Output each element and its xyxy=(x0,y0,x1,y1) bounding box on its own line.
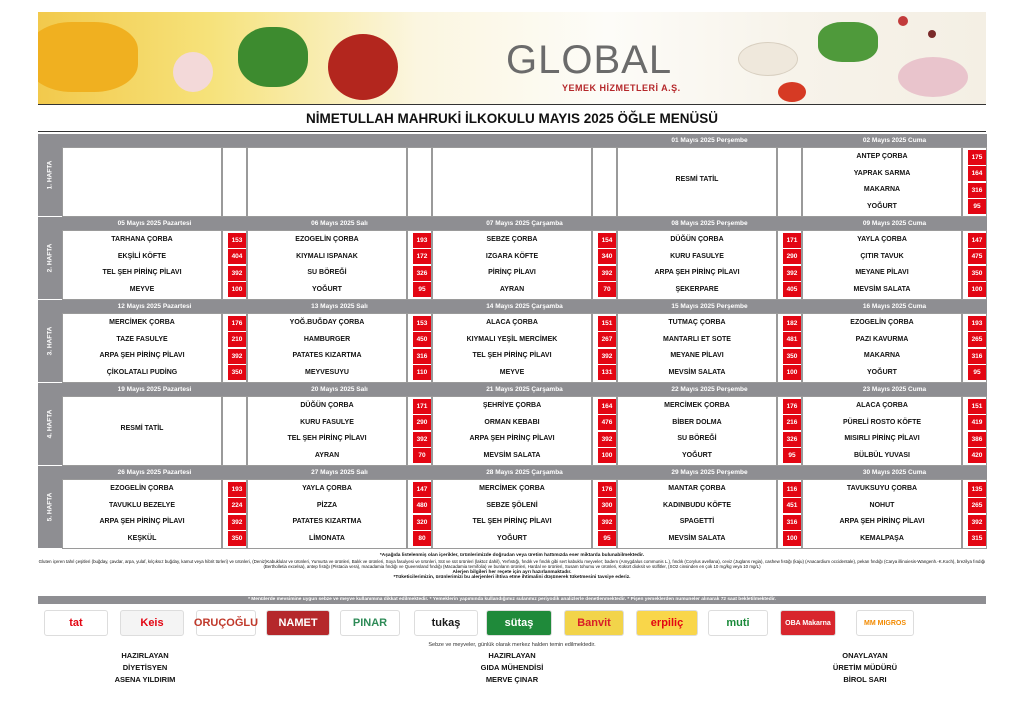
menu-item: MAKARNA xyxy=(863,186,901,193)
menu-item: EZOGELİN ÇORBA xyxy=(295,236,359,243)
menu-item: ŞEHRİYE ÇORBA xyxy=(482,402,542,409)
notes-line-2: Gluten içeren tahıl çeşitleri (buğday, çavdar, arpa, yulaf, kılçıksız buğday, kamut veya hibrit türleri) ve ürünleri, (Deniz)Kabuklular ve ürünleri, Yumurta ve ürünleri, Balık ve ürünleri, Soya fasulyesi ve ürünleri, Süt ve süt ürünleri (laktoz dahil), Yerfıstığı, fındık ve fındık gibi sert kabuklu meyveler; badem (Amygdalus communis L.), fındık (Corylus avellana), ceviz (Juglans regia), cashew fıstığı (kaju) (Anacardium occidentale), pekan fındığı (Carya illinoiesis-Wangenh.-K.Koch), brezilya fındığı (Bertholletia excelsa), antep fıstığı (Pistacia vera), macadamia fındığı ve Queensland fındığı (Macadamia ternifolia) ve bunların ürünleri, Hardal ve ürünleri, Susam tohumu ve ürünleri, Kükürt dioksit ve sülfitler, (SO2 cinsinden en çok 10 mg/kg veya 10 mg/L) xyxy=(38,558,986,570)
brand-logo xyxy=(120,610,184,636)
brand-name: tukaş xyxy=(431,617,461,629)
kcal-badge: 475 xyxy=(968,249,986,264)
menu-item: ARPA ŞEH PİRİNÇ PİLAVI xyxy=(839,518,925,525)
signature-engineer xyxy=(440,650,584,686)
info-bar: * Menülerde mevsimine uygun sebze ve meyve kullanımına dikkat edilmektedir. * Yemeklerin yapımında kullandığımız sulanmız periyodik analizlerle denetlenmektedir. * Pişen yemeklerden numuneler alınarak 72 saat bekletilmektedir. xyxy=(38,596,986,604)
signature-person: BİROL SARI xyxy=(843,675,887,684)
menu-item: TEL ŞEH PİRİNÇ PİLAVI xyxy=(287,435,367,442)
menu-item: PÜRELİ ROSTO KÖFTE xyxy=(842,418,922,426)
brand-name: MM MIGROS xyxy=(864,619,906,627)
menu-item: SPAGETTİ xyxy=(679,518,715,525)
kcal-badge: 176 xyxy=(228,316,246,331)
week-tab xyxy=(38,217,62,300)
notes-line-1: *Aşağıda listelenmiş olan içerikler, ürünlerimizde doğrudan veya üretim hattımızda eser miktarda bulunabilmektedir. xyxy=(379,553,645,558)
kcal-badge: 164 xyxy=(598,399,616,414)
notes-line-3: Alerjen bilgileri her reçete için ayrı hazırlanmaktadır. xyxy=(452,569,572,575)
menu-item: MANTARLI ET SOTE xyxy=(663,335,731,343)
kcal-badge: 100 xyxy=(783,531,801,546)
brand-name: ORUÇOĞLU xyxy=(193,617,259,629)
kcal-badge: 95 xyxy=(598,531,616,546)
menu-item: DÜĞÜN ÇORBA xyxy=(300,402,354,409)
signature-title: ÜRETİM MÜDÜRÜ xyxy=(832,663,898,672)
day-header: 22 Mayıs 2025 Perşembe xyxy=(617,383,802,396)
week-label: 1. HAFTA xyxy=(46,160,54,190)
kcal-badge: 70 xyxy=(598,282,616,297)
day-header: 13 Mayıs 2025 Salı xyxy=(247,300,432,313)
kcal-cell xyxy=(222,396,247,466)
kcal-badge: 95 xyxy=(783,448,801,463)
kcal-badge: 151 xyxy=(598,316,616,331)
brand-name: OBA Makarna xyxy=(785,619,831,627)
menu-item: MEYVESUYU xyxy=(305,368,349,376)
menu-item: MEYVE xyxy=(499,368,525,376)
kcal-badge: 320 xyxy=(413,515,431,530)
kcal-badge: 404 xyxy=(228,249,246,264)
menu-item: MAKARNA xyxy=(863,352,901,359)
menu-item: PİRİNÇ PİLAVI xyxy=(488,269,536,276)
sebze-note: Sebze ve meyveler, günlük olarak merkez halden temin edilmektedir. xyxy=(428,642,596,648)
signature-person: MERVE ÇINAR xyxy=(485,675,539,684)
day-header: 01 Mayıs 2025 Perşembe xyxy=(617,134,802,147)
menu-item: MANTAR ÇORBA xyxy=(668,485,726,492)
brand-logo xyxy=(856,610,914,636)
parsley-image xyxy=(238,27,308,87)
kcal-badge: 326 xyxy=(413,266,431,281)
kcal-badge: 95 xyxy=(413,282,431,297)
menu-item: KEMALPAŞA xyxy=(860,534,904,542)
day-header: 20 Mayıs 2025 Salı xyxy=(247,383,432,396)
kcal-badge: 392 xyxy=(228,266,246,281)
kcal-badge: 392 xyxy=(968,515,986,530)
kcal-badge: 147 xyxy=(968,233,986,248)
day-header: 12 Mayıs 2025 Pazartesi xyxy=(62,300,247,313)
brand-name: Keis xyxy=(140,617,164,629)
kcal-badge: 100 xyxy=(228,282,246,297)
signature-person: ASENA YILDIRIM xyxy=(114,675,176,684)
signature-role: HAZIRLAYAN xyxy=(488,651,536,660)
menu-item: YAYLA ÇORBA xyxy=(302,485,352,492)
kcal-badge: 476 xyxy=(598,415,616,430)
kcal-badge: 171 xyxy=(413,399,431,414)
kcal-badge: 392 xyxy=(598,432,616,447)
menu-item: AYRAN xyxy=(314,451,340,459)
day-header: 28 Mayıs 2025 Çarşamba xyxy=(432,466,617,479)
menu-item: ALACA ÇORBA xyxy=(856,402,908,409)
day-header xyxy=(247,134,432,147)
kcal-badge: 481 xyxy=(783,332,801,347)
kcal-badge: 392 xyxy=(783,266,801,281)
menu-item: MEYANE PİLAVI xyxy=(855,269,909,276)
menu-item: AYRAN xyxy=(499,285,525,293)
menu-item: NOHUT xyxy=(869,501,895,509)
day-header: 05 Mayıs 2025 Pazartesi xyxy=(62,217,247,230)
menu-item: DÜĞÜN ÇORBA xyxy=(670,236,724,243)
brand-name: PINAR xyxy=(352,617,388,629)
kcal-badge: 290 xyxy=(413,415,431,430)
kcal-badge: 340 xyxy=(598,249,616,264)
garlic-large-image xyxy=(898,57,968,97)
menu-item: MEVSİM SALATA xyxy=(668,368,726,376)
kcal-badge: 95 xyxy=(968,365,986,380)
kcal-badge: 80 xyxy=(413,531,431,546)
menu-item: MEVSİM SALATA xyxy=(668,534,726,542)
menu-item: ALACA ÇORBA xyxy=(486,319,538,326)
kcal-badge: 153 xyxy=(413,316,431,331)
peppercorn-image xyxy=(928,30,936,38)
peppercorn-image xyxy=(898,16,908,26)
kcal-badge: 386 xyxy=(968,432,986,447)
kcal-cell xyxy=(222,147,247,217)
kcal-badge: 172 xyxy=(413,249,431,264)
menu-item: MEVSİM SALATA xyxy=(483,451,541,459)
menu-item: MERCİMEK ÇORBA xyxy=(109,319,175,326)
logo-sub-text: YEMEK HİZMETLERİ A.Ş. xyxy=(562,83,681,93)
signature-title: GIDA MÜHENDİSİ xyxy=(480,663,544,672)
kcal-badge: 290 xyxy=(783,249,801,264)
brand-logo xyxy=(340,610,400,636)
brand-logo xyxy=(266,610,330,636)
menu-item: YOĞURT xyxy=(867,202,897,210)
day-header: 09 Mayıs 2025 Cuma xyxy=(802,217,987,230)
kcal-badge: 100 xyxy=(598,448,616,463)
menu-item: HAMBURGER xyxy=(303,335,351,343)
allergen-notes xyxy=(38,553,986,581)
day-header: 27 Mayıs 2025 Salı xyxy=(247,466,432,479)
mushroom-image xyxy=(738,42,798,76)
kcal-badge: 154 xyxy=(598,233,616,248)
menu-item: MEVSİM SALATA xyxy=(853,285,911,293)
kcal-badge: 193 xyxy=(413,233,431,248)
day-header: 19 Mayıs 2025 Pazartesi xyxy=(62,383,247,396)
brand-logo xyxy=(636,610,698,636)
kcal-badge: 420 xyxy=(968,448,986,463)
brand-logo xyxy=(780,610,836,636)
kcal-badge: 70 xyxy=(413,448,431,463)
menu-item: BİBER DOLMA xyxy=(672,418,722,426)
brand-name: Banvit xyxy=(577,617,611,629)
day-header: 29 Mayıs 2025 Perşembe xyxy=(617,466,802,479)
brand-name: NAMET xyxy=(278,617,318,629)
menu-item: MERCİMEK ÇORBA xyxy=(664,402,730,409)
kcal-badge: 175 xyxy=(968,150,986,165)
global-logo xyxy=(506,38,706,98)
kcal-badge: 164 xyxy=(968,166,986,181)
kcal-badge: 131 xyxy=(598,365,616,380)
kcal-badge: 450 xyxy=(413,332,431,347)
kcal-badge: 151 xyxy=(968,399,986,414)
menu-item: PATATES KIZARTMA xyxy=(292,352,362,359)
menu-item: LİMONATA xyxy=(309,534,345,542)
day-cell xyxy=(432,147,592,217)
kcal-badge: 451 xyxy=(783,498,801,513)
kcal-badge: 153 xyxy=(228,233,246,248)
kcal-badge: 392 xyxy=(598,349,616,364)
brand-logo xyxy=(486,610,552,636)
kcal-badge: 350 xyxy=(228,365,246,380)
menu-item: SU BÖREĞİ xyxy=(307,269,347,276)
kcal-badge: 176 xyxy=(783,399,801,414)
menu-item: ÇİKOLATALI PUDİNG xyxy=(106,368,178,376)
menu-item: YOĞURT xyxy=(497,534,527,542)
menu-item: KEŞKÜL xyxy=(127,534,157,542)
header-banner xyxy=(38,12,986,104)
kcal-badge: 265 xyxy=(968,332,986,347)
day-cell xyxy=(62,147,222,217)
menu-item: KIYMALI ISPANAK xyxy=(296,252,358,260)
kcal-badge: 95 xyxy=(968,199,986,214)
arugula-image xyxy=(818,22,878,62)
menu-item: BÜLBÜL YUVASI xyxy=(853,451,910,459)
holiday-label: RESMİ TATİL xyxy=(120,424,164,432)
kcal-badge: 316 xyxy=(783,515,801,530)
menu-item: TAZE FASULYE xyxy=(116,335,168,343)
brand-logo xyxy=(193,610,259,636)
week-tab xyxy=(38,466,62,549)
pepper-image xyxy=(38,22,138,92)
brand-name: erpiliç xyxy=(650,617,684,629)
menu-item: ARPA ŞEH PİRİNÇ PİLAVI xyxy=(469,435,555,442)
day-header: 15 Mayıs 2025 Perşembe xyxy=(617,300,802,313)
week-tab xyxy=(38,134,62,217)
kcal-badge: 392 xyxy=(598,515,616,530)
kcal-badge: 316 xyxy=(968,349,986,364)
kcal-badge: 300 xyxy=(598,498,616,513)
menu-item: YOĞURT xyxy=(312,285,342,293)
brand-logo xyxy=(564,610,624,636)
day-header xyxy=(62,134,247,147)
day-header: 07 Mayıs 2025 Çarşamba xyxy=(432,217,617,230)
day-header: 08 Mayıs 2025 Perşembe xyxy=(617,217,802,230)
kcal-badge: 193 xyxy=(228,482,246,497)
menu-item: TUTMAÇ ÇORBA xyxy=(668,319,726,326)
day-header: 16 Mayıs 2025 Cuma xyxy=(802,300,987,313)
kcal-badge: 392 xyxy=(598,266,616,281)
kcal-badge: 171 xyxy=(783,233,801,248)
kcal-badge: 100 xyxy=(968,282,986,297)
signature-manager xyxy=(800,650,930,686)
week-label: 3. HAFTA xyxy=(46,326,54,356)
menu-item: KURU FASULYE xyxy=(300,418,354,426)
tomato-small-image xyxy=(778,82,806,102)
kcal-badge: 147 xyxy=(413,482,431,497)
menu-item: PAZI KAVURMA xyxy=(855,335,909,343)
kcal-badge: 392 xyxy=(228,515,246,530)
tomato-image xyxy=(328,34,398,100)
page-title: NİMETULLAH MAHRUKİ İLKOKULU MAYIS 2025 ÖĞLE MENÜSÜ xyxy=(38,104,986,132)
menu-item: TAVUKSUYU ÇORBA xyxy=(846,485,918,492)
menu-item: MEYANE PİLAVI xyxy=(670,352,724,359)
day-header: 14 Mayıs 2025 Çarşamba xyxy=(432,300,617,313)
day-header xyxy=(432,134,617,147)
brand-name: sütaş xyxy=(504,617,534,629)
brand-logo xyxy=(414,610,478,636)
kcal-badge: 316 xyxy=(968,183,986,198)
menu-item: KURU FASULYE xyxy=(670,252,724,260)
signature-dietitian xyxy=(80,650,210,686)
kcal-cell xyxy=(777,147,802,217)
menu-item: TAVUKLU BEZELYE xyxy=(109,501,175,509)
menu-item: ARPA ŞEH PİRİNÇ PİLAVI xyxy=(99,352,185,359)
day-header: 21 Mayıs 2025 Çarşamba xyxy=(432,383,617,396)
kcal-badge: 110 xyxy=(413,365,431,380)
brand-logo xyxy=(708,610,768,636)
kcal-badge: 350 xyxy=(228,531,246,546)
kcal-badge: 267 xyxy=(598,332,616,347)
day-header: 02 Mayıs 2025 Cuma xyxy=(802,134,987,147)
signature-title: DİYETİSYEN xyxy=(122,663,168,672)
kcal-badge: 350 xyxy=(968,266,986,281)
menu-item: ŞEKERPARE xyxy=(675,285,719,293)
menu-item: SU BÖREĞİ xyxy=(677,435,717,442)
kcal-badge: 350 xyxy=(783,349,801,364)
menu-item: EZOGELİN ÇORBA xyxy=(850,319,914,326)
menu-item: ORMAN KEBABI xyxy=(484,418,540,426)
menu-item: MISIRLI PİRİNÇ PİLAVI xyxy=(844,435,920,442)
kcal-cell xyxy=(407,147,432,217)
menu-item: EZOGELİN ÇORBA xyxy=(110,485,174,492)
menu-item: ARPA ŞEH PİRİNÇ PİLAVI xyxy=(654,269,740,276)
kcal-badge: 135 xyxy=(968,482,986,497)
notes-line-4: *Tüketicilerimizin, ürünlerimizi bu alerjenleri ihtiva etme ihtimalini düşünerek tüketmesini tavsiye ederiz. xyxy=(393,575,631,581)
signature-role: ONAYLAYAN xyxy=(842,651,888,660)
week-tab xyxy=(38,383,62,466)
menu-item: TARHANA ÇORBA xyxy=(111,236,173,243)
kcal-badge: 224 xyxy=(228,498,246,513)
week-label: 4. HAFTA xyxy=(46,409,54,439)
day-header: 26 Mayıs 2025 Pazartesi xyxy=(62,466,247,479)
kcal-badge: 419 xyxy=(968,415,986,430)
brand-name: tat xyxy=(69,617,83,629)
menu-item: IZGARA KÖFTE xyxy=(485,252,539,260)
menu-item: YAYLA ÇORBA xyxy=(857,236,907,243)
menu-item: MEYVE xyxy=(129,285,155,293)
menu-item: ANTEP ÇORBA xyxy=(856,153,908,160)
menu-item: KIYMALI YEŞİL MERCİMEK xyxy=(466,335,558,343)
signature-role: HAZIRLAYAN xyxy=(121,651,169,660)
holiday-label: RESMİ TATİL xyxy=(675,175,719,183)
kcal-badge: 480 xyxy=(413,498,431,513)
menu-item: TEL ŞEH PİRİNÇ PİLAVI xyxy=(102,269,182,276)
menu-item: ARPA ŞEH PİRİNÇ PİLAVI xyxy=(99,518,185,525)
menu-item: KADINBUDU KÖFTE xyxy=(662,501,732,509)
kcal-badge: 100 xyxy=(783,365,801,380)
brand-logo xyxy=(44,610,108,636)
menu-item: YOĞURT xyxy=(682,451,712,459)
week-label: 5. HAFTA xyxy=(46,492,54,522)
menu-item: SEBZE ŞÖLENİ xyxy=(486,501,538,509)
kcal-badge: 405 xyxy=(783,282,801,297)
brand-name: muti xyxy=(726,617,750,629)
menu-item: PİZZA xyxy=(316,501,338,509)
kcal-badge: 216 xyxy=(783,415,801,430)
day-header: 06 Mayıs 2025 Salı xyxy=(247,217,432,230)
day-header: 23 Mayıs 2025 Cuma xyxy=(802,383,987,396)
menu-item: TEL ŞEH PİRİNÇ PİLAVI xyxy=(472,352,552,359)
kcal-badge: 116 xyxy=(783,482,801,497)
week-label: 2. HAFTA xyxy=(46,243,54,273)
menu-item: TEL ŞEH PİRİNÇ PİLAVI xyxy=(472,518,552,525)
kcal-badge: 176 xyxy=(598,482,616,497)
menu-item: SEBZE ÇORBA xyxy=(486,236,538,243)
kcal-badge: 326 xyxy=(783,432,801,447)
kcal-badge: 265 xyxy=(968,498,986,513)
day-cell xyxy=(247,147,407,217)
kcal-badge: 182 xyxy=(783,316,801,331)
kcal-badge: 315 xyxy=(968,531,986,546)
kcal-badge: 392 xyxy=(228,349,246,364)
day-header: 30 Mayıs 2025 Cuma xyxy=(802,466,987,479)
menu-item: ÇITIR TAVUK xyxy=(860,252,904,260)
kcal-cell xyxy=(592,147,617,217)
menu-item: YOĞ.BUĞDAY ÇORBA xyxy=(289,319,365,326)
kcal-badge: 316 xyxy=(413,349,431,364)
menu-item: YOĞURT xyxy=(867,368,897,376)
garlic-image xyxy=(173,52,213,92)
week-tab xyxy=(38,300,62,383)
kcal-badge: 210 xyxy=(228,332,246,347)
kcal-badge: 193 xyxy=(968,316,986,331)
menu-item: MERCİMEK ÇORBA xyxy=(479,485,545,492)
menu-item: EKŞİLİ KÖFTE xyxy=(117,252,167,260)
menu-item: YAPRAK SARMA xyxy=(853,169,911,177)
menu-item: PATATES KIZARTMA xyxy=(292,518,362,525)
logo-main-text: GLOBAL xyxy=(506,38,673,82)
kcal-badge: 392 xyxy=(413,432,431,447)
